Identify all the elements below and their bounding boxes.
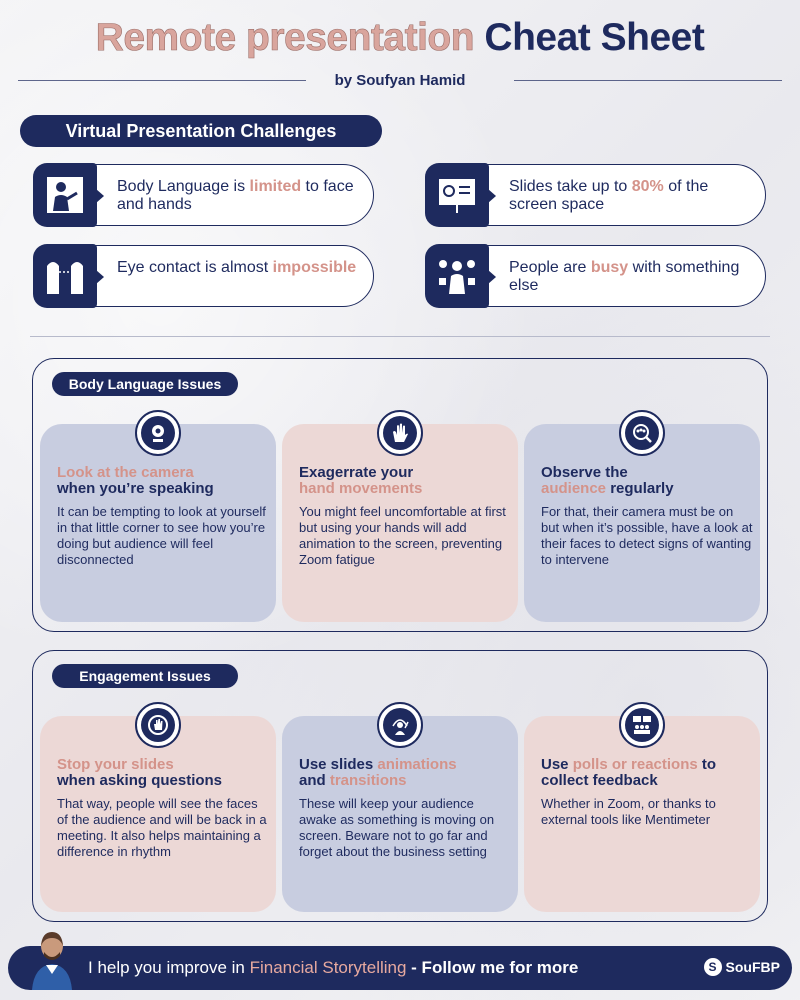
tip-heading: Look at the camera when you’re speaking (57, 464, 214, 497)
poll-reactions-icon (619, 702, 665, 748)
brand-mark-icon: S (704, 958, 722, 976)
engagement-label: Engagement Issues (52, 664, 238, 688)
tip-body: These will keep your audience awake as something is moving on screen. Beware not to go far and forget about the business setting (299, 796, 495, 859)
tip-body: That way, people will see the faces of the audience and will be back in a meeting. It also helps maintaining a difference in rhythm (57, 796, 267, 859)
brand-logo (704, 958, 780, 976)
challenge-text: Eye contact is almost impossible (117, 259, 357, 276)
challenge-card (426, 245, 766, 307)
byline-row (18, 70, 782, 90)
footer-cta: I help you improve in Financial Storytelling - Follow me for more (88, 958, 579, 977)
stop-hand-icon (135, 702, 181, 748)
author-byline: by Soufyan Hamid (334, 72, 466, 89)
tip-card (40, 716, 276, 912)
waving-hand-icon (377, 410, 423, 456)
tip-body: For that, their camera must be on but when it’s possible, have a look at their faces to detect signs of wanting to intervene (541, 504, 753, 567)
tip-card (282, 716, 518, 912)
footer-banner (8, 946, 792, 990)
tip-heading: Use slides animations and transitions (299, 756, 457, 789)
tip-body: Whether in Zoom, or thanks to external tools like Mentimeter (541, 796, 716, 827)
tip-heading: Use polls or reactions to collect feedback (541, 756, 717, 789)
challenge-card (34, 245, 374, 307)
eye-contact-icon (33, 244, 97, 308)
tip-card (40, 424, 276, 622)
tip-card (524, 716, 760, 912)
multitasking-person-icon (425, 244, 489, 308)
body-language-label: Body Language Issues (52, 372, 238, 396)
title-part-2: Cheat Sheet (484, 16, 705, 59)
title-part-1: Remote presentation (95, 16, 475, 59)
webcam-icon (135, 410, 181, 456)
tip-body: You might feel uncomfortable at first but using your hands will add animation to the screen, preventing Zoom fatigue (299, 504, 506, 567)
engaged-person-icon (377, 702, 423, 748)
challenge-text: Body Language is limited to face and hands (117, 178, 354, 213)
tip-heading: Stop your slides when asking questions (57, 756, 223, 789)
brand-name: SouFBP (725, 959, 780, 975)
tip-body: It can be tempting to look at yourself in that little corner to see how you’re doing but audience will feel disconnected (57, 504, 266, 567)
challenge-text: Slides take up to 80% of the screen space (509, 178, 709, 213)
avatar (28, 928, 76, 990)
tip-card (282, 424, 518, 622)
challenges-heading: Virtual Presentation Challenges (20, 115, 382, 147)
challenge-text: People are busy with something else (509, 259, 740, 294)
tip-heading: Exagerrate your hand movements (299, 464, 423, 497)
page-title (0, 16, 800, 60)
challenge-card (34, 164, 374, 226)
divider-right (514, 80, 782, 81)
tip-card (524, 424, 760, 622)
audience-search-icon (619, 410, 665, 456)
section-divider (30, 336, 770, 337)
presenter-icon (33, 163, 97, 227)
slides-screen-icon (425, 163, 489, 227)
tip-heading: Observe the audience regularly (541, 464, 674, 497)
challenge-card (426, 164, 766, 226)
